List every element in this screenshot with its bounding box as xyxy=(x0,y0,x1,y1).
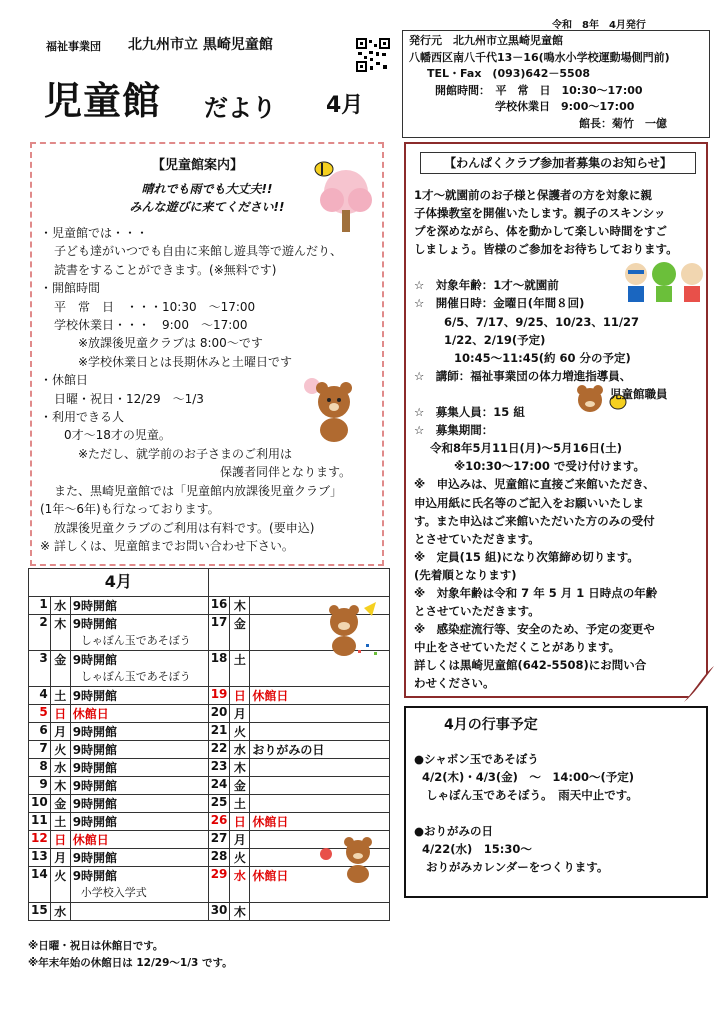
calendar-day: 17 xyxy=(208,615,230,651)
calendar-event xyxy=(70,723,208,741)
wanpaku-line: ※ 対象年齢は令和 7 年 5 月 1 日時点の年齢 xyxy=(414,585,658,600)
calendar-event-label: 9時開館 xyxy=(72,599,118,613)
calendar-weekday: 水 xyxy=(50,903,70,921)
guide-tagline xyxy=(62,180,352,216)
wanpaku-line: ☆ 開催日時：金曜日(年間８回) xyxy=(414,296,585,311)
calendar-event-label: 休館日 xyxy=(72,707,109,721)
calendar-event xyxy=(70,777,208,795)
calendar-weekday: 火 xyxy=(230,849,250,867)
guide-line: ※ 詳しくは、児童館までお問い合わせ下さい。 xyxy=(40,538,294,553)
calendar-weekday: 水 xyxy=(50,759,70,777)
calendar-day: 13 xyxy=(29,849,51,867)
calendar-weekday: 土 xyxy=(50,687,70,705)
wanpaku-line: とさせていただきます。 xyxy=(414,531,540,546)
calendar-month-label: 4月 xyxy=(29,569,209,597)
calendar-weekday: 日 xyxy=(50,831,70,849)
event-spacer xyxy=(414,804,638,822)
calendar-day: 8 xyxy=(29,759,51,777)
calendar-event xyxy=(250,795,390,813)
calendar-day: 21 xyxy=(208,723,230,741)
calendar-row xyxy=(29,705,390,723)
calendar-event-label: 9時開館 xyxy=(72,779,118,793)
calendar-row xyxy=(29,723,390,741)
calendar-day: 11 xyxy=(29,813,51,831)
qr-code-icon[interactable] xyxy=(356,38,390,72)
calendar-event-sub: しゃぼん玉であそぼう xyxy=(80,670,191,683)
calendar-day: 5 xyxy=(29,705,51,723)
calendar-day: 20 xyxy=(208,705,230,723)
wanpaku-body xyxy=(414,186,706,693)
calendar-weekday: 木 xyxy=(230,759,250,777)
wanpaku-line: わせください。 xyxy=(414,676,495,691)
guide-line: 日曜・祝日・12/29 ～1/3 xyxy=(54,391,204,406)
calendar-day: 9 xyxy=(29,777,51,795)
calendar-event xyxy=(70,795,208,813)
calendar-event-label: 9時開館 xyxy=(72,689,118,703)
calendar-event xyxy=(250,777,390,795)
calendar-weekday: 木 xyxy=(230,903,250,921)
calendar-day: 4 xyxy=(29,687,51,705)
calendar-event: おりがみの日 xyxy=(250,741,390,759)
wanpaku-line: 10:45～11:45(約 60 分の予定) xyxy=(454,350,631,365)
wanpaku-line: 1才～就園前のお子様と保護者の方を対象に親 xyxy=(414,188,652,202)
wanpaku-line: ☆ 講師：福祉事業団の体力増進指導員、 xyxy=(414,368,632,383)
calendar-event-label: 9時開館 xyxy=(72,725,118,739)
event-line: おりがみカレンダーをつくります。 xyxy=(426,860,609,874)
calendar-day: 27 xyxy=(208,831,230,849)
events-box xyxy=(404,706,708,898)
calendar-weekday: 土 xyxy=(50,813,70,831)
wanpaku-line: ※ 定員(15 組)になり次第締め切ります。 xyxy=(414,549,639,564)
publisher-hours-holiday: 学校休業日 9:00～17:00 xyxy=(495,100,635,113)
publisher-director: 館長：菊竹 一億 xyxy=(579,116,667,130)
calendar-weekday: 水 xyxy=(230,741,250,759)
guide-line: ※ただし、就学前のお子さまのご利用は xyxy=(78,446,293,461)
calendar-event xyxy=(70,813,208,831)
guide-line: ・休館日 xyxy=(40,373,89,388)
bear-ball-icon xyxy=(318,834,384,886)
calendar-weekday: 金 xyxy=(230,777,250,795)
calendar-day: 26 xyxy=(208,813,230,831)
wanpaku-line: ☆ 募集人員：15 組 xyxy=(414,405,525,420)
guide-line: (1年～6年)も行なっております。 xyxy=(40,502,220,517)
calendar-event: 休館日 xyxy=(250,813,390,831)
calendar-weekday: 土 xyxy=(230,795,250,813)
organization-name: 福祉事業団 xyxy=(46,40,101,53)
bear-cheer-icon xyxy=(314,600,384,658)
calendar-row xyxy=(29,741,390,759)
calendar-day: 29 xyxy=(208,867,230,903)
calendar-event xyxy=(70,759,208,777)
calendar-weekday: 月 xyxy=(50,849,70,867)
wanpaku-line: 6/5、7/17、9/25、10/23、11/27 xyxy=(444,314,640,329)
calendar-weekday: 金 xyxy=(50,651,70,687)
calendar-event xyxy=(70,849,208,867)
newsletter-title: 児童館 xyxy=(44,79,162,123)
calendar-weekday: 金 xyxy=(50,795,70,813)
wanpaku-line: 申込用紙に氏名等のご記入をお願いいたしま xyxy=(414,495,644,510)
calendar-row xyxy=(29,813,390,831)
calendar-weekday: 木 xyxy=(50,615,70,651)
calendar-row xyxy=(29,903,390,921)
event-line: しゃぼん玉であそぼう。 雨天中止です。 xyxy=(426,788,638,802)
guide-tagline-2: みんな遊びに来てください!! xyxy=(129,200,285,214)
calendar-row xyxy=(29,795,390,813)
wanpaku-club-box xyxy=(404,142,708,698)
publisher-address: 八幡西区南八千代13－16(鳴水小学校運動場側門前) xyxy=(409,50,670,64)
calendar-weekday: 日 xyxy=(230,813,250,831)
calendar-weekday: 水 xyxy=(230,867,250,903)
calendar-notes xyxy=(28,938,233,972)
calendar-event-label: 9時開館 xyxy=(72,869,118,883)
wanpaku-line: ☆ 募集期間： xyxy=(414,423,494,438)
guide-line: 平 常 日 ・・・10:30 ～17:00 xyxy=(54,299,256,314)
wanpaku-line: (先着順となります) xyxy=(414,567,517,582)
guide-line: ※放課後児童クラブは 8:00～です xyxy=(78,336,263,351)
calendar-event: 休館日 xyxy=(250,867,390,903)
guide-line: 子ども達がいつでも自由に来館し遊具等で遊んだり、 xyxy=(54,244,343,259)
guide-line: 学校休業日・・・ 9:00 ～17:00 xyxy=(54,318,248,333)
center-name: 北九州市立 黒崎児童館 xyxy=(128,37,273,53)
calendar-event xyxy=(70,867,208,903)
wanpaku-line: とさせていただきます。 xyxy=(414,604,540,619)
calendar-event xyxy=(70,741,208,759)
calendar-note: ※年末年始の休館日は 12/29～1/3 です。 xyxy=(28,957,233,969)
calendar-event-label: 9時開館 xyxy=(72,743,118,757)
guide-body xyxy=(40,224,380,555)
event-line: 4/22(水) 15:30～ xyxy=(422,842,532,856)
guide-line: 放課後児童クラブのご利用は有料です。(要申込) xyxy=(54,520,315,535)
calendar-event-label: 9時開館 xyxy=(72,815,118,829)
guide-line: また、黒崎児童館では「児童館内放課後児童クラブ」 xyxy=(54,483,343,498)
calendar-weekday: 火 xyxy=(50,867,70,903)
calendar-event xyxy=(70,615,208,651)
calendar-event-label: 休館日 xyxy=(72,833,109,847)
newsletter-month: 4月 xyxy=(326,93,364,118)
calendar-event xyxy=(70,705,208,723)
events-title: 4月の行事予定 xyxy=(444,717,538,733)
calendar-event-label: 9時開館 xyxy=(72,617,118,631)
guide-box xyxy=(30,142,384,566)
calendar-event xyxy=(250,723,390,741)
guide-title: 【児童館案内】 xyxy=(152,158,244,173)
calendar-weekday: 月 xyxy=(50,723,70,741)
guide-line: ・開館時間 xyxy=(40,281,101,296)
calendar-event xyxy=(70,831,208,849)
calendar-day: 16 xyxy=(208,597,230,615)
calendar-day: 24 xyxy=(208,777,230,795)
bee-icon xyxy=(312,158,336,178)
calendar-day: 30 xyxy=(208,903,230,921)
guide-line: 保護者同伴となります。 xyxy=(220,465,352,480)
wanpaku-line: 中止をさせていただくことがあります。 xyxy=(414,640,621,655)
calendar-weekday: 金 xyxy=(230,615,250,651)
calendar-weekday: 土 xyxy=(230,651,250,687)
wanpaku-line: 子体操教室を開催いたします。親子のスキンシッ xyxy=(414,206,666,221)
event-line: ●シャボン玉であそぼう xyxy=(414,752,539,766)
calendar-event: 休館日 xyxy=(250,687,390,705)
wanpaku-line: ※ 申込みは、児童館に直接ご来館いただき、 xyxy=(414,477,655,492)
event-line: 4/2(木)・4/3(金) ～ 14:00～(予定) xyxy=(422,770,635,784)
guide-line: ・児童館では・・・ xyxy=(40,226,149,240)
publisher-box xyxy=(402,30,710,138)
calendar-day: 18 xyxy=(208,651,230,687)
calendar-row xyxy=(29,759,390,777)
publisher-line: 発行元 北九州市立黒崎児童館 xyxy=(409,34,563,47)
calendar-note: ※日曜・祝日は休館日です。 xyxy=(28,940,164,952)
guide-line: 0才～18才の児童。 xyxy=(64,428,171,443)
wanpaku-line: 児童館職員 xyxy=(610,386,668,401)
calendar-event-label: 9時開館 xyxy=(72,653,118,667)
calendar-header-blank xyxy=(208,569,390,597)
calendar-day: 22 xyxy=(208,741,230,759)
calendar-row xyxy=(29,777,390,795)
calendar-event-label: 9時開館 xyxy=(72,797,118,811)
calendar-header-row xyxy=(29,569,390,597)
wanpaku-spacer xyxy=(414,258,706,276)
calendar-day: 10 xyxy=(29,795,51,813)
calendar-event-label: 9時開館 xyxy=(72,851,118,865)
event-line: ●おりがみの日 xyxy=(414,824,494,838)
page-curl-icon xyxy=(684,666,714,702)
wanpaku-line: ※ 感染症流行等、安全のため、予定の変更や xyxy=(414,622,655,637)
calendar-weekday: 火 xyxy=(50,741,70,759)
calendar-row xyxy=(29,687,390,705)
calendar-weekday: 月 xyxy=(230,831,250,849)
publisher-hours: 開館時間： 平 常 日 10:30～17:00 xyxy=(435,83,643,97)
calendar-event xyxy=(250,759,390,777)
calendar-event-sub: 小学校入学式 xyxy=(80,886,147,899)
calendar-event-sub: しゃぼん玉であそぼう xyxy=(80,634,191,647)
calendar-weekday: 木 xyxy=(50,777,70,795)
calendar-weekday: 火 xyxy=(230,723,250,741)
calendar-day: 28 xyxy=(208,849,230,867)
calendar-day: 3 xyxy=(29,651,51,687)
calendar-day: 25 xyxy=(208,795,230,813)
guide-tagline-1: 晴れでも雨でも大丈夫!! xyxy=(141,182,273,196)
guide-line: 読書をすることができます。(※無料です) xyxy=(54,262,277,277)
calendar-event xyxy=(250,903,390,921)
calendar-day: 15 xyxy=(29,903,51,921)
calendar-weekday: 日 xyxy=(230,687,250,705)
calendar-event xyxy=(70,687,208,705)
calendar-event xyxy=(250,705,390,723)
wanpaku-line: プを深めながら、体を動かして楽しい時間をすご xyxy=(414,224,667,239)
calendar-day: 2 xyxy=(29,615,51,651)
calendar-day: 14 xyxy=(29,867,51,903)
calendar-day: 23 xyxy=(208,759,230,777)
wanpaku-line: しましょう。皆様のご参加をお待ちしております。 xyxy=(414,242,678,257)
publisher-phone: TEL・Fax (093)642－5508 xyxy=(427,67,591,80)
issue-date: 令和 8年 4月発行 xyxy=(552,20,646,31)
wanpaku-line: す。また申込はご来館いただいた方のみの受付 xyxy=(414,513,655,528)
guide-line: ※学校休業日とは長期休みと土曜日です xyxy=(78,354,293,369)
calendar-event xyxy=(70,903,208,921)
calendar-weekday: 日 xyxy=(50,705,70,723)
guide-line: ・利用できる人 xyxy=(40,410,125,425)
calendar-day: 6 xyxy=(29,723,51,741)
calendar-day: 1 xyxy=(29,597,51,615)
wanpaku-line: ※10:30～17:00 で受け付けます。 xyxy=(454,459,645,474)
calendar-day: 12 xyxy=(29,831,51,849)
calendar-weekday: 月 xyxy=(230,705,250,723)
calendar-day: 19 xyxy=(208,687,230,705)
wanpaku-title: 【わんぱくクラブ参加者募集のお知らせ】 xyxy=(420,152,696,174)
wanpaku-line: ☆ 対象年齢：1才～就園前 xyxy=(414,278,559,293)
newsletter-subtitle: だより xyxy=(204,94,276,122)
events-body xyxy=(414,750,638,876)
calendar-event xyxy=(70,651,208,687)
wanpaku-line: 令和8年5月11日(月)～5月16日(土) xyxy=(430,441,623,456)
calendar-event-label: 9時開館 xyxy=(72,761,118,775)
wanpaku-line: 1/22、2/19(予定) xyxy=(444,332,546,347)
wanpaku-line: 詳しくは黒崎児童館(642-5508)にお問い合 xyxy=(414,658,647,673)
masthead xyxy=(28,30,398,138)
calendar-day: 7 xyxy=(29,741,51,759)
calendar-weekday: 水 xyxy=(50,597,70,615)
calendar-weekday: 木 xyxy=(230,597,250,615)
calendar-event xyxy=(70,597,208,615)
